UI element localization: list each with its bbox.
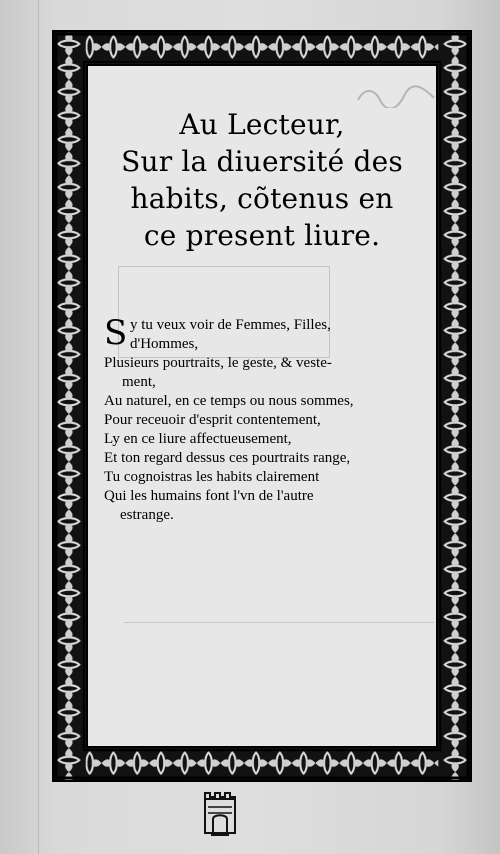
- poem-line-9: Tu cognoistras les habits clairement: [104, 469, 320, 485]
- poem-line-10: Qui les humains font l'vn de l'autre: [104, 488, 314, 504]
- poem-line-4: ment,: [122, 374, 156, 390]
- poem-line-3: Plusieurs pourtraits, le geste, & veste-: [104, 355, 332, 371]
- title-line-4: ce present liure.: [143, 219, 381, 252]
- title-block: [88, 106, 436, 254]
- decorative-border-frame: [52, 30, 472, 782]
- poem-body: [104, 313, 430, 525]
- poem-line-6: Pour receuoir d'esprit contentement,: [104, 412, 321, 428]
- poem-line-7: Ly en ce liure affectueusement,: [104, 431, 292, 447]
- poem-line-11: estrange.: [120, 507, 174, 523]
- title-line-1: Au Lecteur,: [179, 108, 345, 141]
- title-line-2: Sur la diuersité des: [121, 145, 403, 178]
- title-line-3: habits, cõtenus en: [130, 182, 394, 215]
- page-gutter: [38, 0, 39, 854]
- library-stamp-icon: [199, 789, 241, 841]
- text-panel: [86, 64, 438, 748]
- drop-cap: S: [104, 313, 128, 353]
- poem-line-2: d'Hommes,: [130, 336, 199, 352]
- bleed-through-script-icon: [356, 84, 436, 108]
- poem-line-8: Et ton regard dessus ces pourtraits range,: [104, 450, 351, 466]
- poem-line-1: y tu veux voir de Femmes, Filles,: [130, 317, 331, 333]
- bleed-through-lines: [124, 622, 434, 703]
- poem-line-5: Au naturel, en ce temps ou nous sommes,: [104, 393, 354, 409]
